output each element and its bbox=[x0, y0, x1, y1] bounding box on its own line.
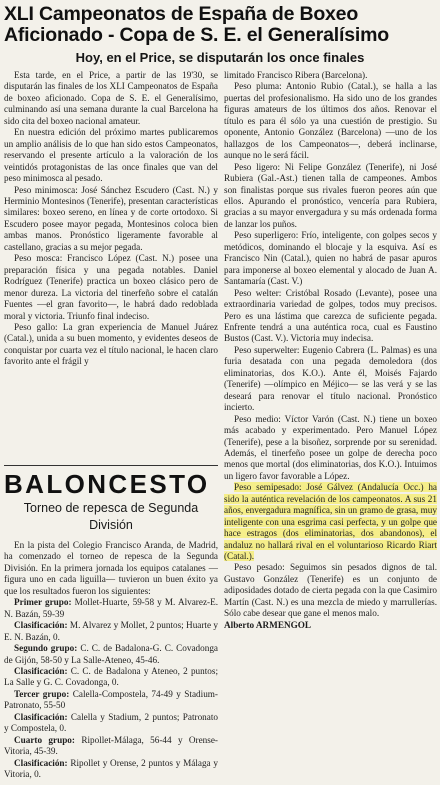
result-line bbox=[4, 758, 218, 781]
paragraph: Esta tarde, en el Price, a partir de las 19'30, se disputarán las finales de los XLI Campeonatos de España de boxeo aficionado. Copa de S. E. el Generalísimo, culminando así una semana durante la cual Barcelona ha sido cita del boxeo nacional amateur. bbox=[4, 70, 218, 126]
right-column bbox=[224, 70, 437, 631]
result-line bbox=[4, 712, 218, 735]
highlight: Peso semipesado: José Gálvez (Andalucía Occ.) ha sido la auténtica revelación de los campeonatos. A sus 21 años, envergadura magnífica, sin un gramo de grasa, muy inteligente con una esgrima casi perfecta, y un golpe que hace estragos (dos eliminatorias, dos abandonos), el andaluz no hallará rival en el voluntarioso Ricardo Riart (Catal.). bbox=[224, 482, 437, 562]
result-text: C. C. de Badalona y Ateneo, 2 puntos; La Salle y G. C. Covadonga, 0. bbox=[4, 665, 218, 688]
result-line bbox=[4, 666, 218, 689]
result-label: Cuarto grupo: bbox=[14, 734, 75, 745]
result-label: Clasificación: bbox=[14, 620, 68, 631]
section-title: BALONCESTO bbox=[4, 469, 210, 499]
paragraph: Peso superligero: Frío, inteligente, con golpes secos y metódicos, dominando el blocaje y la esquiva. Así es Francisco Nin (Catal.), quien no habrá de pasar apuros para imponerse al boxeo elemental y alocado de Juan A. Santamaría (Cast. V.) bbox=[224, 230, 437, 287]
paragraph: Peso pesado: Seguimos sin pesados dignos de tal. Gustavo González (Tenerife) es un conjunto de adiposidades dotado de cierta pegada con la que Casimiro Martín (Cast. N.) es una mezcla de miedo y marrullerías. Sólo cabe desear que gane el menos malo. bbox=[224, 562, 437, 619]
subheadline: Hoy, en el Price, se disputarán los once finales bbox=[75, 50, 365, 65]
result-line bbox=[4, 735, 218, 758]
paragraph: En nuestra edición del próximo martes publicaremos un amplio análisis de lo que han sido estos Campeonatos, reservando el presente artículo a la valoración de los veintidós protagonistas de las once finales que van del peso minimosca al pesado. bbox=[4, 127, 218, 184]
result-line bbox=[4, 597, 218, 620]
result-label: Tercer grupo: bbox=[14, 688, 70, 699]
paragraph: Peso superwelter: Eugenio Cabrera (L. Palmas) es una furia desatada con una pegada demoledora (dos eliminatorias, dos K.O.). Ante él, Moisés Fajardo (Tenerife) —olímpico en Méjico— se las verá y se las deseará para renovar el título nacional. Pronóstico incierto. bbox=[224, 344, 437, 413]
paragraph: limitado Francisco Ribera (Barcelona). bbox=[224, 70, 368, 80]
section-subtitle: Torneo de repesca de Segunda División bbox=[23, 501, 199, 532]
result-label: Clasificación: bbox=[14, 757, 68, 768]
paragraph: Peso minimosca: José Sánchez Escudero (Cast. N.) y Herminio Montesinos (Tenerife), presentan características similares: boxeo sereno, en línea y de corte ortodoxo. Si Escudero posee mayor pegada, Montesinos coloca bien ambas manos. Pronóstico ligeramente favorable al castellano, gracias a su mejor pegada. bbox=[4, 184, 218, 252]
result-line bbox=[4, 689, 218, 712]
result-text: Ripollet y Orense, 2 puntos y Málaga y Vitoria, 0. bbox=[4, 757, 218, 780]
result-label: Primer grupo: bbox=[14, 597, 72, 608]
result-text: Mollet-Huarte, 59-58 y M. Alvarez-E. N. Bazán, 59-39 bbox=[4, 597, 218, 619]
result-label: Clasificación: bbox=[14, 665, 68, 676]
basketball-article bbox=[4, 540, 218, 781]
result-label: Segundo grupo: bbox=[14, 643, 78, 654]
author-signature: Alberto ARMENGOL bbox=[224, 619, 312, 630]
headline: XLI Campeonatos de España de Boxeo Aficionado - Copa de S. E. el Generalísimo bbox=[4, 3, 389, 46]
paragraph: Peso ligero: Ni Felipe González (Tenerife), ni José Rubiera (Gal.-Ast.) tienen talla de campeones. Ambos son finalistas porque sus rivales fueron peores aún que ellos. Apurando el pronóstico, vencería para Rubiera, gracias a su mayor envergadura y su más ordenada forma de lanzar los puños. bbox=[224, 161, 437, 229]
result-line bbox=[4, 643, 218, 666]
paragraph: Peso medio: Víctor Varón (Cast. N.) tiene un boxeo más acabado y experimentado. Pero Manuel López (Tenerife), pese a la bisoñez, sorprende por su serenidad. Además, el tinerfeño posee un golpe de derecha poco menos que mortal (dos eliminatorias, dos K.O.). Intuimos un ligero favor favorable a López. bbox=[224, 413, 437, 481]
result-text: M. Alvarez y Mollet, 2 puntos; Huarte y E. N. Bazán, 0. bbox=[4, 620, 218, 642]
paragraph: En la pista del Colegio Francisco Aranda, de Madrid, ha comenzado el torneo de repesca de la Segunda División. En la primera jornada los equipos catalanes —figura uno en cada liguilla— tuvieron un buen éxito ya que los resultados fueron los siguientes: bbox=[4, 540, 218, 596]
left-column bbox=[4, 70, 218, 368]
paragraph: Peso pluma: Antonio Rubio (Catal.), se halla a las puertas del profesionalismo. Ha sido uno de los grandes figuras amateurs de los últimos dos años. Renovar el título es para él sólo ya una cuestión de prestigio. Su oponente, Antonio González (Barcelona) —uno de los hallazgos de los Campeonatos—, deberá inclinarse, aunque no le será fácil. bbox=[224, 81, 437, 161]
paragraph: Peso welter: Cristóbal Rosado (Levante), posee una extraordinaria variedad de golpes, todos muy precisos. Pero es una lástima que carezca de suficiente pegada. Enfrente tendrá a una auténtica roca, cual es Faustino Bustos (Cast. V.). Victoria muy indecisa. bbox=[224, 287, 437, 344]
paragraph: Peso gallo: La gran experiencia de Manuel Juárez (Catal.), unida a su buen momento, y evidentes deseos de conquistar por cuarta vez el título nacional, le hacen claro favorito ante el frágil y bbox=[4, 321, 218, 367]
highlighted-paragraph bbox=[224, 482, 437, 562]
result-text: Calella y Stadium, 2 puntos; Patronato y Compostela, 0. bbox=[4, 711, 218, 734]
result-label: Clasificación: bbox=[14, 711, 68, 722]
paragraph: Peso mosca: Francisco López (Cast. N.) posee una preparación física y una pegada notables. Daniel Rodríguez (Tenerife) practica un boxeo clásico pero de menor dureza. La victoria del tinerfeño sobre el catalán Fuentes —el gran favorito—, le habrá dado redoblada moral y victoria. Triunfo final indeciso. bbox=[4, 253, 218, 321]
result-text: C. C. de Badalona-G. C. Covadonga de Gijón, 58-50 y La Salle-Ateneo, 45-46. bbox=[4, 643, 219, 665]
result-line bbox=[4, 620, 218, 643]
section-divider bbox=[4, 465, 218, 466]
result-text: Ripollet-Málaga, 56-44 y Orense-Vitoria, 45-39. bbox=[4, 734, 218, 757]
result-text: Calella-Compostela, 74-49 y Stadium-Patronato, 55-50 bbox=[4, 688, 218, 711]
